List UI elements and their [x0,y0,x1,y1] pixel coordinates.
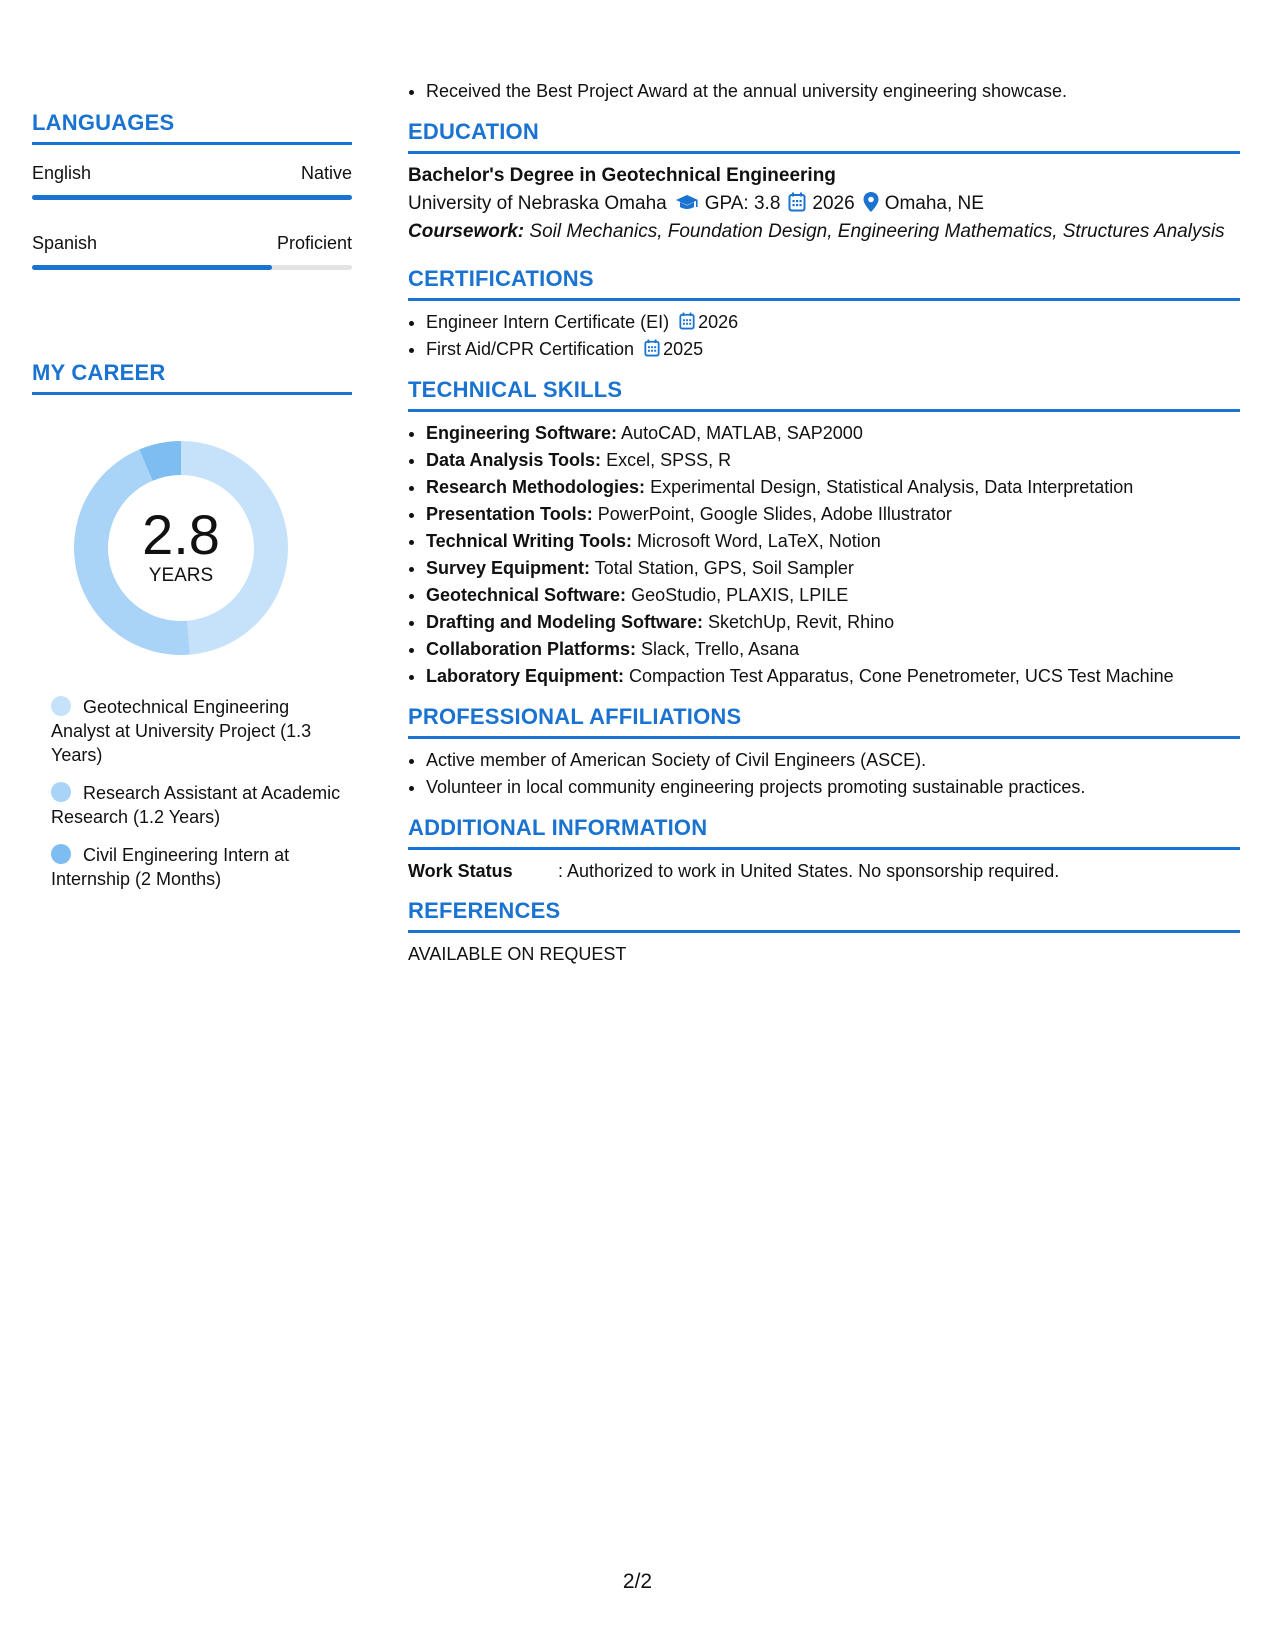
graduation-cap-icon [675,194,699,212]
certifications-list [408,309,1240,363]
career-donut-chart [66,433,296,663]
language-level: Native [300,163,352,183]
degree-meta [408,189,1240,219]
career-legend [32,695,341,891]
right-column [408,78,1240,967]
skill-label: Collaboration Platforms: [426,639,637,659]
legend-dot-icon [51,696,71,716]
affiliations-section [408,704,1240,801]
skill-value: Total Station, GPS, Soil Sampler [594,558,854,578]
language-name: Spanish [32,233,98,253]
left-column [32,110,352,889]
language-bar-track [32,265,352,270]
skill-value: Compaction Test Apparatus, Cone Penetrometer, UCS Test Machine [629,666,1174,686]
skill-value: Experimental Design, Statistical Analysis, Data Interpretation [650,477,1134,497]
skill-value: Microsoft Word, LaTeX, Notion [637,531,881,551]
graduation-year: 2026 [812,193,855,214]
skill-label: Geotechnical Software: [426,585,627,605]
calendar-icon [644,339,660,357]
skill-label: Research Methodologies: [426,477,646,497]
skill-label: Presentation Tools: [426,504,593,524]
career-legend-label: Research Assistant at Academic Research (1.2 Years) [51,783,341,827]
language-row [32,215,352,285]
language-level: Proficient [276,233,352,253]
skill-item [426,447,1240,474]
location-pin-icon [863,192,879,212]
certifications-title: CERTIFICATIONS [408,266,1240,301]
work-status-label: Work Status [408,861,513,881]
references-text: AVAILABLE ON REQUEST [408,944,627,964]
affiliations-list [408,747,1240,801]
career-total-value: 2.8 [142,503,220,566]
skill-label: Drafting and Modeling Software: [426,612,703,632]
skill-label: Engineering Software: [426,423,618,443]
certification-item [426,336,1240,363]
skill-item [426,555,1240,582]
certification-name: Engineer Intern Certificate (EI) [426,312,670,332]
skill-value: Excel, SPSS, R [606,450,732,470]
career-legend-item [51,781,341,829]
career-legend-label: Geotechnical Engineering Analyst at University Project (1.3 Years) [51,697,312,765]
skill-label: Laboratory Equipment: [426,666,625,686]
references-section [408,898,1240,967]
language-bar-fill [32,195,352,200]
additional-info-title: ADDITIONAL INFORMATION [408,815,1240,850]
coursework-label: Coursework: [408,221,525,242]
skill-label: Technical Writing Tools: [426,531,633,551]
page-number: 2/2 [622,1570,653,1593]
skills-title: TECHNICAL SKILLS [408,377,1240,412]
affiliation-item: • Volunteer in local community engineering projects promoting sustainable practices. [426,774,1240,801]
calendar-icon [679,312,695,330]
skill-item [426,528,1240,555]
language-bar-track [32,195,352,200]
certifications-section [408,266,1240,363]
education-title: EDUCATION [408,119,1240,154]
skills-list [408,420,1240,690]
skill-item [426,663,1240,690]
skill-item [426,609,1240,636]
legend-dot-icon [51,844,71,864]
work-status-value: : Authorized to work in United States. No sponsorship required. [558,861,1060,881]
legend-dot-icon [51,782,71,802]
certification-year: 2026 [698,312,739,332]
skill-item [426,501,1240,528]
skill-value: Slack, Trello, Asana [641,639,800,659]
certification-year: 2025 [663,339,704,359]
skill-value: PowerPoint, Google Slides, Adobe Illustrator [597,504,952,524]
additional-info-section [408,815,1240,884]
skill-item [426,474,1240,501]
language-row [32,145,352,215]
work-status-row [408,858,1240,884]
school-location: Omaha, NE [884,193,984,214]
skill-item [426,420,1240,447]
career-section [32,360,352,905]
career-legend-item [51,843,341,891]
award-item: • Received the Best Project Award at the annual university engineering showcase. [426,78,1240,105]
languages-title: LANGUAGES [32,110,352,145]
coursework-list: Soil Mechanics, Foundation Design, Engineering Mathematics, Structures Analysis [529,221,1225,242]
career-legend-item [51,695,341,767]
skill-label: Data Analysis Tools: [426,450,602,470]
skill-label: Survey Equipment: [426,558,591,578]
language-name: English [32,163,92,183]
donut-center [66,433,296,663]
skill-value: GeoStudio, PLAXIS, LPILE [631,585,849,605]
skill-value: SketchUp, Revit, Rhino [708,612,895,632]
education-section [408,119,1240,244]
school-name: University of Nebraska Omaha [408,193,667,214]
degree-title: Bachelor's Degree in Geotechnical Engineering [408,165,836,186]
references-title: REFERENCES [408,898,1240,933]
skill-item [426,582,1240,609]
skill-item [426,636,1240,663]
career-legend-label: Civil Engineering Intern at Internship (2 Months) [51,845,290,889]
career-title: MY CAREER [32,360,352,395]
calendar-icon [788,192,806,212]
skill-value: AutoCAD, MATLAB, SAP2000 [621,423,863,443]
skills-section [408,377,1240,690]
affiliations-title: PROFESSIONAL AFFILIATIONS [408,704,1240,739]
award-list [408,78,1240,105]
certification-name: First Aid/CPR Certification [426,339,635,359]
coursework [408,219,1240,244]
language-bar-fill [32,265,272,270]
career-total-unit: YEARS [148,565,214,586]
affiliation-item: • Active member of American Society of Civil Engineers (ASCE). [426,747,1240,774]
gpa-value: GPA: 3.8 [704,193,781,214]
certification-item [426,309,1240,336]
